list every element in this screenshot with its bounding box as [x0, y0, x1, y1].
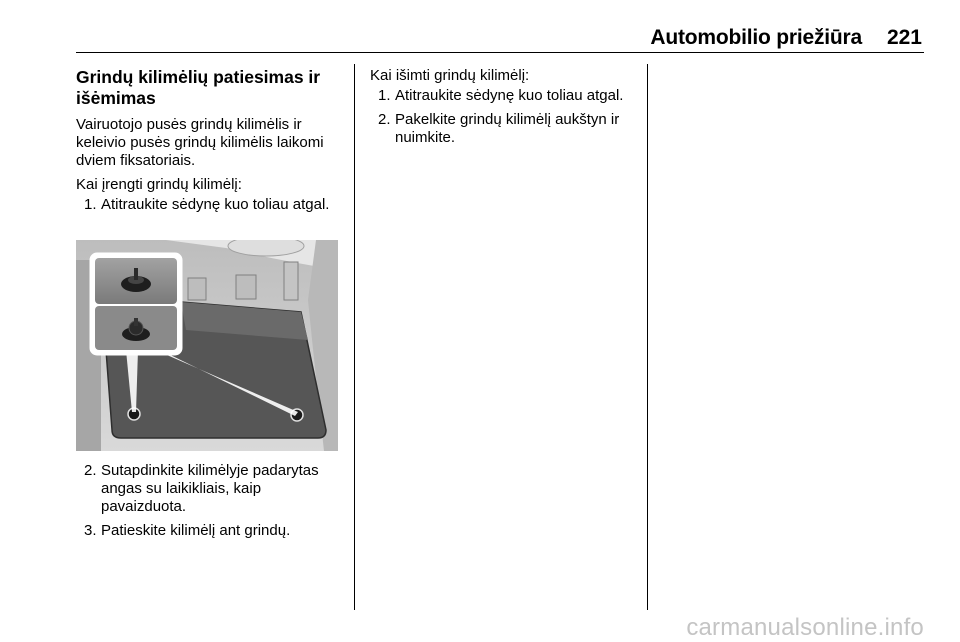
step-number: 2. [378, 111, 391, 128]
inset-retainer-pin [134, 268, 138, 280]
remove-step-2 [370, 111, 638, 147]
install-step-3 [76, 522, 344, 540]
step-text: Sutapdinkite kilimėlyje padarytas angas su laikikliais, kaip pavaizduota. [101, 462, 319, 515]
accelerator-pedal [284, 262, 298, 300]
inset-clip-stem [134, 318, 138, 326]
intro-paragraph: Vairuotojo pusės grindų kilimėlis ir keleivio pusės grindų kilimėlis laikomi dviem fiksatoriais. [76, 116, 324, 169]
step-number: 1. [84, 196, 97, 213]
column-divider-left [354, 64, 355, 610]
left-column [76, 67, 344, 220]
floor-mat-illustration [76, 240, 338, 451]
step-number: 1. [378, 87, 391, 104]
step-number: 2. [84, 462, 97, 479]
header-title: Automobilio priežiūra [650, 26, 862, 49]
page-number: 221 [886, 26, 922, 49]
remove-intro: Kai išimti grindų kilimėlį: [370, 67, 530, 84]
install-step-2 [76, 462, 344, 516]
watermark: carmanualsonline.info [686, 614, 924, 641]
steering-column [228, 240, 304, 256]
step-text: Patieskite kilimėlį ant grindų. [101, 522, 291, 539]
step-text: Atitraukite sėdynę kuo toliau atgal. [101, 196, 330, 213]
install-step-1 [76, 196, 344, 214]
step-text: Pakelkite grindų kilimėlį aukštyn ir nuimkite. [395, 111, 620, 146]
remove-step-1 [370, 87, 638, 105]
left-column-continued [76, 462, 344, 546]
install-intro: Kai įrengti grindų kilimėlį: [76, 176, 242, 193]
column-divider-right [647, 64, 648, 610]
section-heading: Grindų kilimėlių patiesimas ir išėmimas [76, 67, 321, 108]
clutch-pedal [188, 278, 206, 300]
header-rule [76, 52, 924, 53]
brake-pedal [236, 275, 256, 299]
step-text: Atitraukite sėdynę kuo toliau atgal. [395, 87, 624, 104]
middle-column [370, 67, 638, 153]
step-number: 3. [84, 522, 97, 539]
